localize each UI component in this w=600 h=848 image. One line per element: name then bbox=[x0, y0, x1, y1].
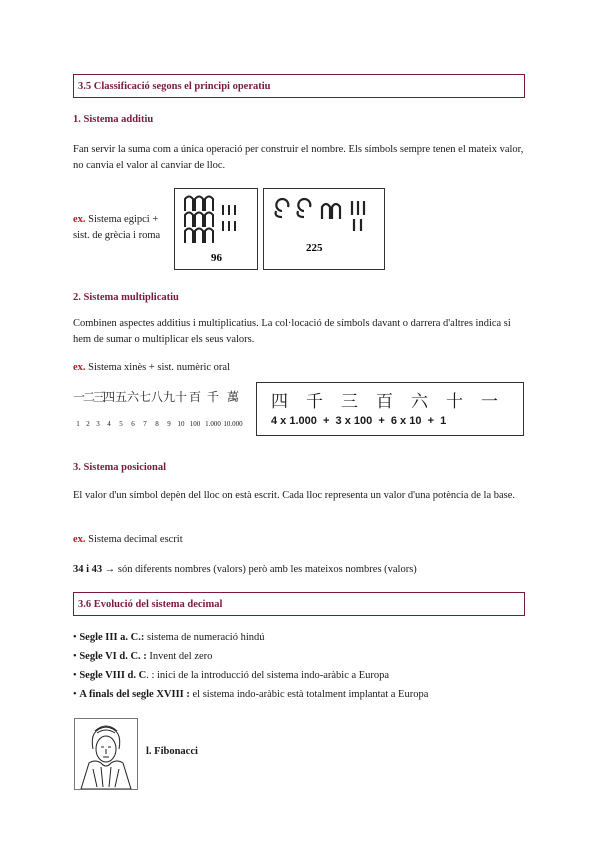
multiplicatiu-ex-text: Sistema xinès + sist. numèric oral bbox=[88, 362, 230, 373]
posicional-example bbox=[73, 534, 183, 545]
chinese-numeral-value: 10 bbox=[177, 420, 185, 428]
section-3-5-header bbox=[73, 74, 525, 98]
additiu-text: Fan servir la suma com a única operació per construir el nombre. Els símbols sempre tenen el mateix valor, no canvia el valor al canviar de lloc. bbox=[73, 144, 524, 171]
positional-numbers: 34 i 43 bbox=[73, 564, 103, 575]
chinese-numeral-glyph: 百 bbox=[188, 390, 201, 404]
chinese-numeral-glyph: 千 bbox=[206, 390, 219, 404]
egyptian-hieroglyphs-figure bbox=[175, 189, 257, 269]
multiplicatiu-example bbox=[73, 362, 230, 373]
chinese-numeral-value: 4 bbox=[107, 420, 111, 428]
posicional-ex-label: ex. bbox=[73, 534, 86, 545]
chinese-numeral-glyph: 四 bbox=[103, 390, 116, 404]
fibonacci-portrait bbox=[74, 718, 138, 790]
additiu-ex-text: Sistema egipci + sist. de grècia i roma bbox=[73, 214, 161, 241]
roman-value: 225 bbox=[306, 242, 323, 254]
positional-description: són diferents nombres (valors) però amb les mateixos nombres (valors) bbox=[117, 564, 417, 575]
positional-example-line bbox=[73, 564, 417, 575]
chinese-numerals-table bbox=[73, 382, 253, 436]
evolution-item: • Segle VI d. C. : Invent del zero bbox=[73, 651, 213, 662]
chinese-numeral-value: 2 bbox=[86, 420, 90, 428]
chinese-example-glyphs bbox=[271, 387, 498, 412]
egyptian-hieroglyphs-figure-2 bbox=[264, 189, 384, 269]
chinese-numeral-value: 7 bbox=[143, 420, 147, 428]
posicional-text: El valor d'un símbol depèn del lloc on està escrit. Cada lloc representa un valor d'una potència de la base. bbox=[73, 490, 516, 501]
fibonacci-caption: l. Fibonacci bbox=[146, 746, 198, 757]
chinese-numeral-glyph: 五 bbox=[115, 390, 128, 404]
chinese-example-glyph: 三 bbox=[341, 392, 358, 412]
multiplicatiu-heading: 2. Sistema multiplicatiu bbox=[73, 292, 179, 303]
additiu-ex-label: ex. bbox=[73, 214, 86, 225]
section-3-6-header bbox=[73, 592, 525, 616]
chinese-numeral-value: 1.000 bbox=[205, 420, 221, 428]
chinese-numeral-glyph: 八 bbox=[151, 390, 164, 404]
egyptian-value: 96 bbox=[211, 252, 222, 264]
evolution-item-text: . : inici de la introducció del sistema indo-aràbic a Europa bbox=[146, 670, 390, 681]
chinese-numeral-value: 1 bbox=[76, 420, 80, 428]
section-3-6-title: 3.6 Evolució del sistema decimal bbox=[78, 598, 223, 610]
chinese-numeral-value: 100 bbox=[189, 420, 201, 428]
chinese-numeral-value: 10.000 bbox=[223, 420, 243, 428]
evolution-item-text: Invent del zero bbox=[146, 651, 213, 662]
chinese-numeral-value: 5 bbox=[119, 420, 123, 428]
evolution-item: • A finals del segle XVIII : el sistema indo-aràbic està totalment implantat a Europa bbox=[73, 689, 429, 700]
additiu-example bbox=[73, 212, 173, 244]
chinese-example-glyph: 十 bbox=[446, 392, 463, 412]
evolution-item-text: el sistema indo-aràbic està totalment implantat a Europa bbox=[189, 689, 429, 700]
arrow-icon: → bbox=[104, 564, 116, 575]
egyptian-numeral-image bbox=[174, 188, 258, 270]
chinese-example-glyph: 四 bbox=[271, 392, 288, 412]
evolution-item-title: Segle VI d. C. : bbox=[79, 651, 147, 662]
chinese-example-formula: 4 x 1.000 + 3 x 100 + 6 x 10 + 1 bbox=[271, 415, 447, 427]
evolution-item: • Segle VIII d. C. : inici de la introducció del sistema indo-aràbic a Europa bbox=[73, 670, 390, 681]
chinese-example-glyph: 一 bbox=[481, 392, 498, 412]
chinese-example-glyph: 六 bbox=[411, 392, 428, 412]
chinese-numeral-glyph: 萬 bbox=[226, 390, 239, 404]
chinese-glyph-row bbox=[73, 388, 243, 405]
evolution-item-title: Segle III a. C.: bbox=[79, 632, 145, 643]
chinese-value-row bbox=[73, 420, 243, 428]
chinese-numeral-glyph: 六 bbox=[127, 390, 140, 404]
evolution-item-title: Segle VIII d. C bbox=[79, 670, 147, 681]
multiplicatiu-text: Combinen aspectes additius i multiplicatius. La col·locació de símbols davant o darrera d'altres indica si hem de sumar o multiplicar els seus valors. bbox=[73, 318, 511, 345]
chinese-numeral-value: 9 bbox=[167, 420, 171, 428]
evolution-item-text: sistema de numeració hindú bbox=[144, 632, 265, 643]
chinese-example-glyph: 千 bbox=[306, 392, 323, 412]
chinese-numeral-glyph: 二 bbox=[83, 390, 96, 404]
evolution-item: • Segle III a. C.: sistema de numeració hindú bbox=[73, 632, 265, 643]
chinese-numeral-glyph: 十 bbox=[175, 390, 188, 404]
egyptian-numeral-image-2 bbox=[263, 188, 385, 270]
chinese-example-glyph: 百 bbox=[376, 392, 393, 412]
posicional-heading: 3. Sistema posicional bbox=[73, 462, 167, 473]
fibonacci-portrait-drawing bbox=[75, 719, 137, 789]
chinese-example-box bbox=[256, 382, 524, 436]
chinese-numeral-value: 3 bbox=[96, 420, 100, 428]
chinese-numeral-glyph: 七 bbox=[139, 390, 152, 404]
posicional-ex-text: Sistema decimal escrit bbox=[88, 534, 183, 545]
section-3-5-title: 3.5 Classificació segons el principi operatiu bbox=[78, 80, 271, 92]
chinese-numeral-glyph: 三 bbox=[93, 390, 106, 404]
chinese-numeral-glyph: 一 bbox=[73, 390, 86, 404]
chinese-numeral-value: 8 bbox=[155, 420, 159, 428]
chinese-numeral-glyph: 九 bbox=[163, 390, 176, 404]
multiplicatiu-ex-label: ex. bbox=[73, 362, 86, 373]
additiu-heading: 1. Sistema additiu bbox=[73, 114, 154, 125]
evolution-item-title: A finals del segle XVIII : bbox=[79, 689, 190, 700]
chinese-numeral-value: 6 bbox=[131, 420, 135, 428]
